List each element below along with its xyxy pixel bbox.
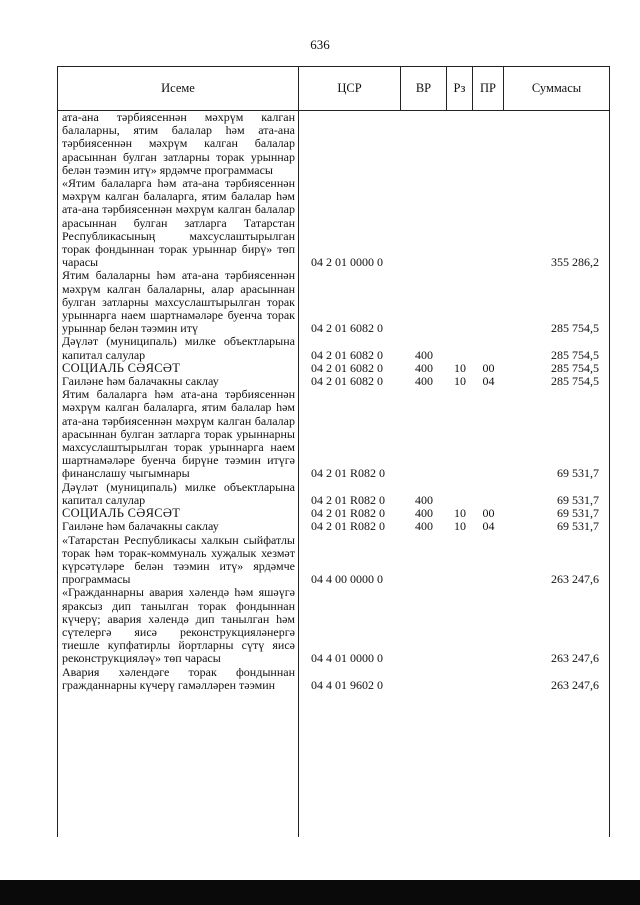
row-csr xyxy=(299,111,401,177)
row-vr: 400 xyxy=(415,360,433,375)
row-rz xyxy=(447,534,473,587)
row-sum: 285 754,5 xyxy=(551,347,599,362)
row-csr: 04 4 00 0000 0 xyxy=(311,572,383,587)
table-row xyxy=(58,177,609,269)
row-rz: 10 xyxy=(454,519,466,534)
row-csr: 04 2 01 0000 0 xyxy=(311,255,383,270)
table-header xyxy=(58,66,609,111)
row-pr xyxy=(473,269,504,335)
row-rz: 10 xyxy=(454,360,466,375)
row-rz: 10 xyxy=(454,506,466,521)
row-pr xyxy=(473,177,504,269)
row-sum: 263 247,6 xyxy=(551,651,599,666)
row-pr: 00 xyxy=(482,506,495,521)
table-row xyxy=(58,335,609,361)
row-rz xyxy=(447,335,473,361)
row-csr: 04 2 01 R082 0 xyxy=(311,519,386,534)
row-vr: 400 xyxy=(415,347,433,362)
row-rz xyxy=(447,177,473,269)
row-pr xyxy=(473,335,504,361)
row-vr xyxy=(401,534,447,587)
row-vr xyxy=(401,666,447,692)
row-sum: 285 754,5 xyxy=(551,321,599,336)
row-rz xyxy=(447,388,473,480)
row-pr xyxy=(473,388,504,480)
table-row xyxy=(58,520,609,533)
row-pr xyxy=(473,534,504,587)
row-name: СОЦИАЛЬ СӘЯСӘТ xyxy=(62,360,181,375)
row-rz xyxy=(447,269,473,335)
row-vr xyxy=(401,269,447,335)
budget-table xyxy=(57,66,610,837)
row-csr: 04 4 01 9602 0 xyxy=(311,677,383,692)
header-vr: ВР xyxy=(401,67,447,110)
row-name: «Гражданнарны авария хәлендә һәм яшәүгә яраксыз дип танылган торак фондыннан күчерү; авария хәлендә дип танылган һәм сүтелергә яисә реконструкцияләнергә тиешле купфатирлы йортларны сүтү яисә реконструкцияләү» төп чарасы xyxy=(62,585,295,666)
row-sum: 263 247,6 xyxy=(551,572,599,587)
row-name: Авария хәлендәге торак фондыннан гражданнарны күчерү гамәлләрен тәэмин xyxy=(62,664,295,692)
row-pr: 00 xyxy=(482,360,495,375)
row-name: Ятим балаларга һәм ата-ана тәрбиясеннән мәхрүм калган балаларга, ятим балалар һәм ата-ана тәрбиясеннән мәхрүм калган балалар арасыннан булган затларга торак урыннарны махсуслаштырылган торак урыннарга наем шартнамәләре буенча бирүне тәэмин итүгә финанслашу чыгымнары xyxy=(62,387,295,481)
row-csr: 04 2 01 R082 0 xyxy=(311,506,386,521)
row-sum: 69 531,7 xyxy=(557,506,599,521)
row-sum: 355 286,2 xyxy=(551,255,599,270)
row-csr: 04 2 01 6082 0 xyxy=(311,347,383,362)
row-rz xyxy=(447,111,473,177)
table-row xyxy=(58,586,609,665)
row-name: Дәүләт (муниципаль) милке объектларына капитал салулар xyxy=(62,479,295,507)
row-sum: 69 531,7 xyxy=(557,492,599,507)
row-rz xyxy=(447,666,473,692)
row-name: Гаиләне һәм балачакны саклау xyxy=(62,374,219,389)
row-rz: 10 xyxy=(454,374,466,389)
table-row xyxy=(58,269,609,335)
row-sum: 69 531,7 xyxy=(557,519,599,534)
row-vr: 400 xyxy=(415,374,433,389)
table-row xyxy=(58,666,609,692)
row-pr: 04 xyxy=(482,374,495,389)
row-vr xyxy=(401,586,447,665)
row-pr xyxy=(473,586,504,665)
row-name: «Татарстан Республикасы халкын сыйфатлы торак һәм торак-коммуналь хуҗалык хезмәт күрсәтүләре белән тәэмин итү» ярдәмче программасы xyxy=(62,532,295,587)
header-name: Исеме xyxy=(58,67,299,110)
header-csr: ЦСР xyxy=(299,67,401,110)
row-name: Ятим балаларны һәм ата-ана тәрбиясеннән мәхрүм калган балаларны, алар арасыннан булган затларны махсуслаштырылган торак урыннарга наем шартнамәләре буенча торак урыннар белән тәэмин итү xyxy=(62,268,295,336)
row-vr xyxy=(401,177,447,269)
row-name: Дәүләт (муниципаль) милке объектларына капитал салулар xyxy=(62,334,295,362)
row-vr: 400 xyxy=(415,506,433,521)
row-sum: 285 754,5 xyxy=(551,374,599,389)
row-pr xyxy=(473,666,504,692)
row-vr: 400 xyxy=(415,519,433,534)
table-body xyxy=(58,111,609,837)
row-vr: 400 xyxy=(415,492,433,507)
row-vr xyxy=(401,111,447,177)
row-name: ата-ана тәрбиясеннән мәхрүм калган балаларны, ятим балалар һәм ата-ана тәрбиясеннән мәхрүм калган балалар арасыннан булган затларны торак урыннар белән тәэмин итү» ярдәмче программасы xyxy=(62,110,295,177)
row-csr: 04 2 01 R082 0 xyxy=(311,492,386,507)
table-row xyxy=(58,388,609,480)
row-vr xyxy=(401,388,447,480)
row-csr: 04 2 01 6082 0 xyxy=(311,360,383,375)
table-row xyxy=(58,534,609,587)
row-pr: 04 xyxy=(482,519,495,534)
row-csr: 04 4 01 0000 0 xyxy=(311,651,383,666)
header-sum: Суммасы xyxy=(531,81,582,95)
row-rz xyxy=(447,481,473,507)
table-rows xyxy=(58,111,609,837)
row-name: СОЦИАЛЬ СӘЯСӘТ xyxy=(62,506,181,521)
row-csr: 04 2 01 6082 0 xyxy=(311,321,383,336)
row-sum: 263 247,6 xyxy=(551,677,599,692)
table-row xyxy=(58,111,609,177)
header-rz: Рз xyxy=(447,67,473,110)
row-sum xyxy=(504,111,609,177)
header-pr: ПР xyxy=(473,67,504,110)
row-name: «Ятим балаларга һәм ата-ана тәрбиясеннән мәхрүм калган балаларга, ятим балалар һәм ата-ана тәрбиясеннән мәхрүм калган балалар арасыннан булган затларга Татарстан Республикасының махсуслаштырылган торак фондыннан торак урыннар бирү» төп чарасы xyxy=(62,176,295,270)
row-rz xyxy=(447,586,473,665)
scan-edge-bar xyxy=(0,880,640,905)
page-number: 636 xyxy=(310,37,330,52)
row-name: Гаиләне һәм балачакны саклау xyxy=(62,519,219,534)
row-pr xyxy=(473,111,504,177)
row-csr: 04 2 01 R082 0 xyxy=(311,466,386,481)
row-sum: 69 531,7 xyxy=(557,466,599,481)
table-row xyxy=(58,481,609,507)
row-csr: 04 2 01 6082 0 xyxy=(311,374,383,389)
row-sum: 285 754,5 xyxy=(551,360,599,375)
row-pr xyxy=(473,481,504,507)
